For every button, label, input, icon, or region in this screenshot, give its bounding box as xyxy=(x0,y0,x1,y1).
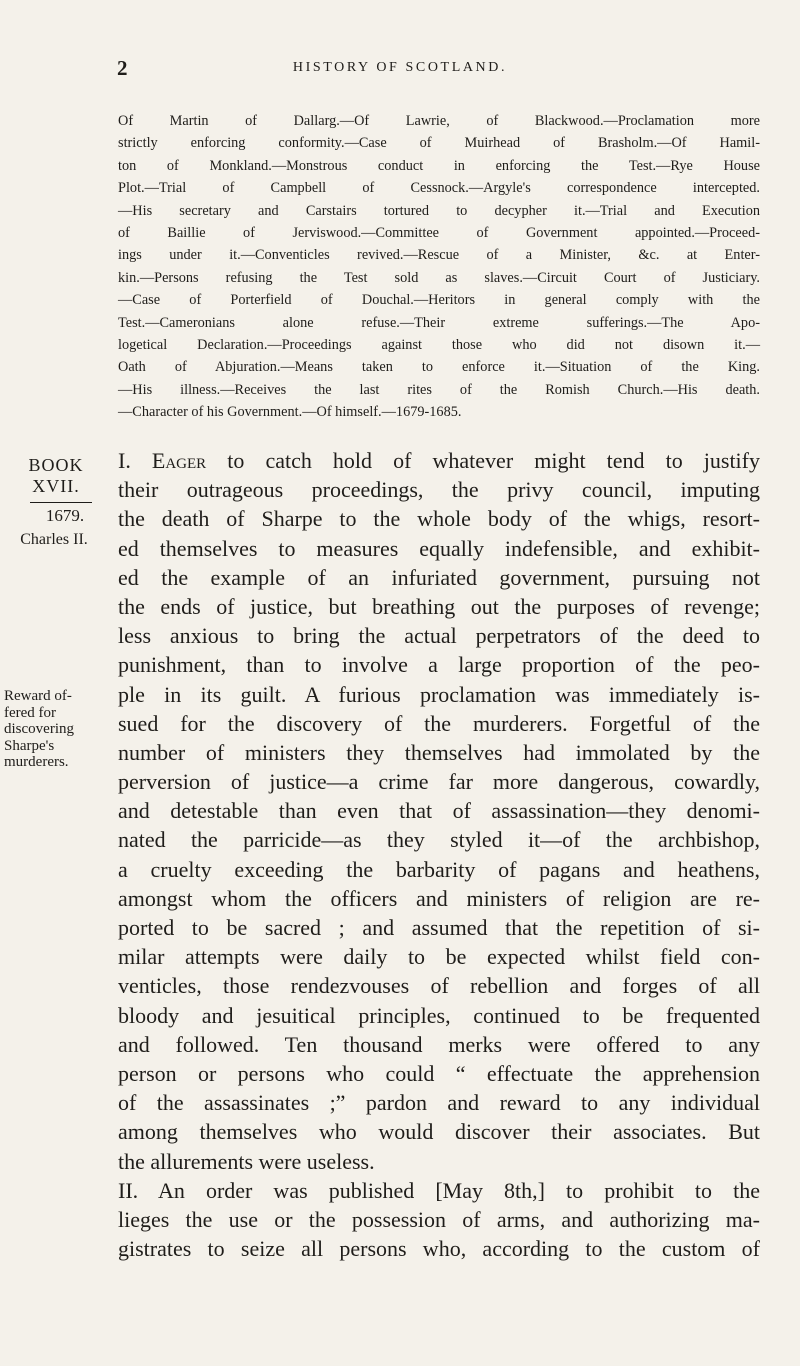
body-text xyxy=(118,446,760,1263)
summary-line: —Case of Porterfield of Douchal.—Heritors in general comply with the xyxy=(118,292,760,309)
body-line: less anxious to bring the actual perpetrators of the deed to xyxy=(118,623,760,649)
summary-line: Oath of Abjuration.—Means taken to enforce it.—Situation of the King. xyxy=(118,359,760,376)
running-title: HISTORY OF SCOTLAND. xyxy=(292,60,508,75)
summary-line: kin.—Persons refusing the Test sold as slaves.—Circuit Court of Justiciary. xyxy=(118,269,760,286)
summary-line: ton of Monkland.—Monstrous conduct in enforcing the Test.—Rye House xyxy=(118,157,760,174)
body-line: venticles, those rendezvouses of rebellion and forges of all xyxy=(118,973,760,999)
sidenote-line: murderers. xyxy=(4,754,69,770)
body-line: gistrates to seize all persons who, according to the custom of xyxy=(118,1236,760,1262)
margin-rule xyxy=(30,502,92,503)
body-line: a cruelty exceeding the barbarity of pagans and heathens, xyxy=(118,856,760,882)
body-line: ple in its guilt. A furious proclamation was immediately is- xyxy=(118,681,760,707)
summary-line: Test.—Cameronians alone refuse.—Their extreme sufferings.—The Apo- xyxy=(118,314,760,331)
body-line: bloody and jesuitical principles, continued to be frequented xyxy=(118,1002,760,1028)
body-line: nated the parricide—as they styled it—of the archbishop, xyxy=(118,827,760,853)
summary-line: logetical Declaration.—Proceedings against those who did not disown it.— xyxy=(118,336,760,353)
body-line: lieges the use or the possession of arms, and authorizing ma- xyxy=(118,1206,760,1232)
body-line: number of ministers they themselves had immolated by the xyxy=(118,739,760,765)
body-line: person or persons who could “ effectuate the apprehension xyxy=(118,1060,760,1086)
body-line: punishment, than to involve a large proportion of the peo- xyxy=(118,652,760,678)
body-line: milar attempts were daily to be expected whilst field con- xyxy=(118,944,760,970)
book-label: BOOK xyxy=(28,455,84,475)
body-line: the allurements were useless. xyxy=(118,1148,375,1174)
summary-line: strictly enforcing conformity.—Case of Muirhead of Brasholm.—Of Hamil- xyxy=(118,135,760,152)
body-line: ed the example of an infuriated government, pursuing not xyxy=(118,564,760,590)
sidenote-line: Sharpe's xyxy=(4,737,55,754)
running-head xyxy=(0,56,800,80)
body-line: their outrageous proceedings, the privy council, imputing xyxy=(118,477,760,503)
body-line: and followed. Ten thousand merks were offered to any xyxy=(118,1031,760,1057)
body-line: II. An order was published [May 8th,] to prohibit to the xyxy=(118,1177,760,1203)
body-line: and detestable than even that of assassination—they denomi- xyxy=(118,798,760,824)
first-line-rest: to catch hold of whatever might tend to justify xyxy=(227,448,760,473)
summary-line: of Baillie of Jerviswood.—Committee of Government appointed.—Proceed- xyxy=(118,224,760,241)
body-line: sued for the discovery of the murderers. Forgetful of the xyxy=(118,710,760,736)
summary-line: Of Martin of Dallarg.—Of Lawrie, of Blackwood.—Proclamation more xyxy=(118,113,760,129)
margin-king: Charles II. xyxy=(20,531,88,548)
summary-line: Plot.—Trial of Campbell of Cessnock.—Argyle's correspondence intercepted. xyxy=(118,180,760,197)
body-line: among themselves who would discover their associates. But xyxy=(118,1119,760,1145)
page-number: 2 xyxy=(117,56,128,80)
summary-line: ings under it.—Conventicles revived.—Rescue of a Minister, &c. at Enter- xyxy=(118,247,760,264)
body-line: amongst whom the officers and ministers of religion are re- xyxy=(118,885,760,911)
body-line: perversion of justice—a crime far more dangerous, cowardly, xyxy=(118,769,760,795)
sidenote xyxy=(4,688,104,771)
body-line-first xyxy=(118,446,760,475)
body-line: ed themselves to measures equally indefensible, and exhibit- xyxy=(118,535,760,561)
summary-line: —Character of his Government.—Of himself.—1679-1685. xyxy=(118,404,462,421)
book-number: XVII. xyxy=(32,476,80,496)
body-line: of the assassinates ;” pardon and reward to any individual xyxy=(118,1090,760,1116)
summary-line: —His illness.—Receives the last rites of the Romish Church.—His death. xyxy=(118,381,760,398)
sidenote-line: discovering xyxy=(4,721,74,737)
body-line: the ends of justice, but breathing out the purposes of revenge; xyxy=(118,593,760,619)
sidenote-line: Reward of- xyxy=(4,688,72,704)
margin-year: 1679. xyxy=(45,506,85,525)
chapter-summary xyxy=(118,110,760,423)
sidenote-line: fered for xyxy=(4,704,57,721)
body-line: ported to be sacred ; and assumed that the repetition of si- xyxy=(118,915,760,940)
body-line: the death of Sharpe to the whole body of the whigs, resort- xyxy=(118,506,760,532)
section-numeral: I. xyxy=(118,448,131,473)
drop-word: Eager xyxy=(151,448,207,473)
summary-line: —His secretary and Carstairs tortured to decypher it.—Trial and Execution xyxy=(118,202,760,219)
